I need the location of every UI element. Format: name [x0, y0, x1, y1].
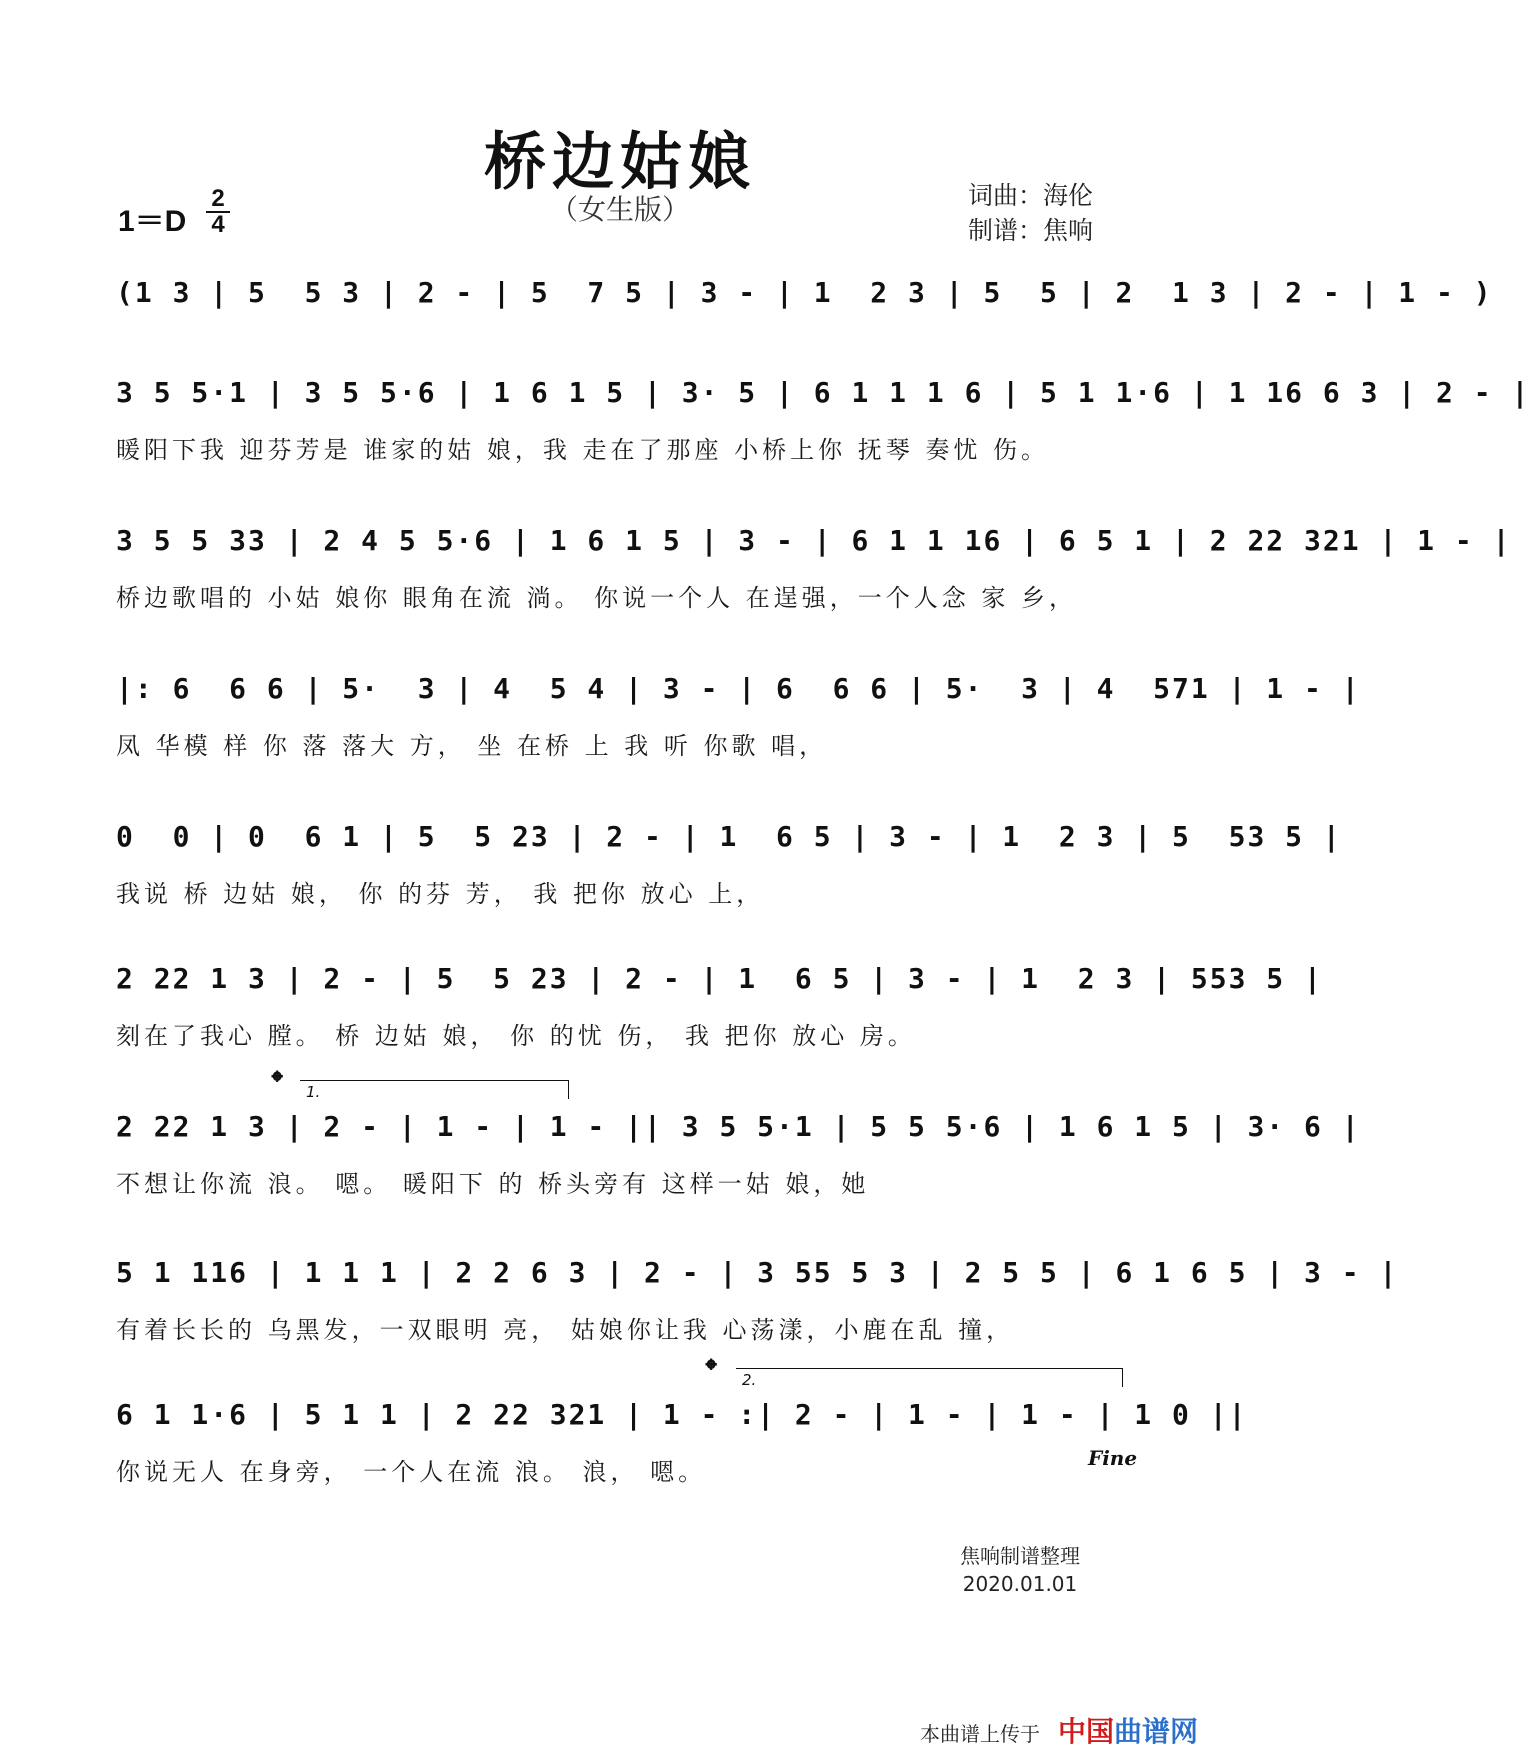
- fine-marking: Fine: [1088, 1446, 1138, 1470]
- lyric-row-5: 我说 桥 边姑 娘， 你 的芬 芳， 我 把你 放心 上，: [116, 880, 765, 908]
- score-subtitle: （女生版）: [549, 193, 690, 226]
- music-row-7: 2 22 1 3 | 2 - | 1 - | 1 - || 3 5 5·1 | 5 5 5·6 | 1 6 1 5 | 3· 6 |: [116, 1110, 1361, 1143]
- volta-1: 1.: [300, 1080, 569, 1099]
- music-row-intro: (1 3 | 5 5 3 | 2 - | 5 7 5 | 3 - | 1 2 3 | 5 5 | 2 1 3 | 2 - | 1 - ): [116, 276, 1493, 309]
- lyric-row-7: 不想让你流 浪。 嗯。 暖阳下 的 桥头旁有 这样一姑 娘，她: [116, 1170, 870, 1198]
- time-signature: [206, 185, 230, 238]
- music-row-8: 5 1 116 | 1 1 1 | 2 2 6 3 | 2 - | 3 55 5 3 | 2 5 5 | 6 1 6 5 | 3 - |: [116, 1256, 1399, 1289]
- music-row-4: |: 6 6 6 | 5· 3 | 4 5 4 | 3 - | 6 6 6 | 5· 3 | 4 571 | 1 - |: [116, 672, 1361, 705]
- music-row-5: 0 0 | 0 6 1 | 5 5 23 | 2 - | 1 6 5 | 3 - | 1 2 3 | 5 53 5 |: [116, 820, 1342, 853]
- lyric-row-4: 凤 华模 样 你 落 落大 方， 坐 在桥 上 我 听 你歌 唱，: [116, 732, 828, 760]
- music-row-9: 6 1 1·6 | 5 1 1 | 2 22 321 | 1 - :| 2 - | 1 - | 1 - | 1 0 ||: [116, 1398, 1248, 1431]
- arranger-note: 焦响制谱整理: [960, 1544, 1080, 1568]
- lyric-row-2: 暖阳下我 迎芬芳是 谁家的姑 娘，我 走在了那座 小桥上你 抚琴 奏忧 伤。: [116, 436, 1050, 464]
- coda-symbol-2: 𝄌: [706, 1353, 717, 1388]
- lyric-row-6: 刻在了我心 膛。 桥 边姑 娘， 你 的忧 伤， 我 把你 放心 房。: [116, 1022, 916, 1050]
- lyric-row-9: 你说无人 在身旁， 一个人在流 浪。 浪， 嗯。: [116, 1458, 707, 1486]
- volta-2: 2.: [736, 1368, 1123, 1387]
- site-logo[interactable]: [1058, 1710, 1198, 1750]
- key-signature: 1＝D: [118, 205, 187, 238]
- credits: [968, 178, 1093, 248]
- lyric-row-8: 有着长长的 乌黑发，一双眼明 亮， 姑娘你让我 心荡漾，小鹿在乱 撞，: [116, 1316, 1015, 1344]
- music-row-2: 3 5 5·1 | 3 5 5·6 | 1 6 1 5 | 3· 5 | 6 1 1 1 6 | 5 1 1·6 | 1 16 6 3 | 2 - |: [116, 376, 1530, 409]
- upload-source-text: 本曲谱上传于: [920, 1722, 1040, 1746]
- credit-lyrics-music: 词曲：海伦: [968, 181, 1094, 210]
- time-sig-top: 2: [211, 185, 225, 212]
- score-date: 2020.01.01: [962, 1572, 1078, 1596]
- lyric-row-3: 桥边歌唱的 小姑 娘你 眼角在流 淌。 你说一个人 在逞强，一个人念 家 乡，: [116, 584, 1078, 612]
- score-title: 桥边姑娘: [483, 125, 756, 198]
- music-row-6: 2 22 1 3 | 2 - | 5 5 23 | 2 - | 1 6 5 | 3 - | 1 2 3 | 553 5 |: [116, 962, 1323, 995]
- music-row-3: 3 5 5 33 | 2 4 5 5·6 | 1 6 1 5 | 3 - | 6 1 1 16 | 6 5 1 | 2 22 321 | 1 - |: [116, 524, 1512, 557]
- time-sig-bottom: 4: [211, 211, 225, 238]
- site-logo-part2: 曲谱网: [1114, 1715, 1199, 1748]
- credit-notation: 制谱：焦响: [968, 216, 1094, 245]
- site-logo-part1: 中国: [1058, 1715, 1115, 1748]
- coda-symbol-1: 𝄌: [272, 1065, 283, 1100]
